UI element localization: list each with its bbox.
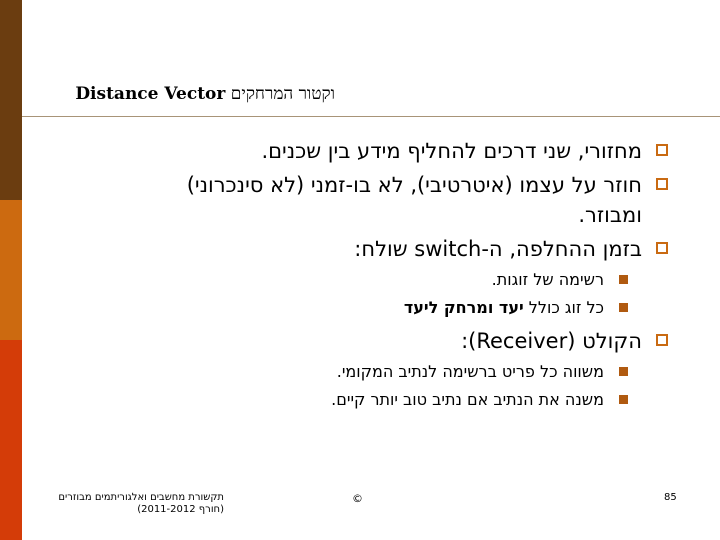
distance-term: מרחק ליעד (403, 298, 488, 317)
footer-course-name: תקשורת מחשבים ואלגוריתמים מבוזרים (58, 492, 224, 503)
decor-bar-red (0, 340, 22, 540)
bullet-switch-sends (28, 234, 668, 264)
square-bullet-icon (656, 242, 668, 254)
filled-square-bullet-icon (619, 303, 628, 312)
title-divider (22, 116, 720, 117)
slide-title-english: Distance Vector (75, 84, 226, 104)
footer-page-number: 85 (664, 492, 677, 503)
bullet-iterative (28, 170, 668, 200)
footer-course-info (44, 492, 224, 516)
receiver-term: (Receiver) (468, 329, 576, 353)
sub-bullet-text: משנה את הנתיב אם נתיב טוב יותר קיים. (331, 390, 604, 409)
sub-bullet-update (28, 386, 628, 414)
sub-bullet-pair-contents (28, 294, 628, 322)
square-bullet-icon (656, 178, 668, 190)
bullet-text-pre: בזמן ההחלפה, ה- (481, 237, 642, 261)
decor-bar-brown (0, 0, 22, 200)
bullet-text-post: : (461, 329, 469, 353)
sub-bullet-pairs-list (28, 266, 628, 294)
slide-title-hebrew: וקטור המרחקים (230, 84, 335, 104)
decor-bar-orange (0, 200, 22, 340)
slide-content (28, 136, 668, 414)
sub-bullet-compare (28, 358, 628, 386)
sub-bullet-text-pre: כל זוג כולל (523, 298, 604, 317)
filled-square-bullet-icon (619, 395, 628, 404)
slide-title (75, 84, 335, 104)
conjunction-text: ו (487, 298, 499, 317)
sub-bullet-text: רשימה של זוגות. (491, 270, 604, 289)
sub-bullet-text: משווה כל פריט ברשימה לנתיב המקומי. (336, 362, 604, 381)
bullet-receiver (28, 326, 668, 356)
switch-term: switch (414, 237, 482, 261)
filled-square-bullet-icon (619, 275, 628, 284)
destination-term: יעד (498, 298, 524, 317)
footer-copyright: © (352, 492, 363, 505)
bullet-text: ומבוזר. (578, 203, 642, 227)
square-bullet-icon (656, 334, 668, 346)
bullet-periodic (28, 136, 668, 166)
bullet-iterative-continued (28, 200, 668, 230)
bullet-text-pre: הקולט (575, 329, 642, 353)
bullet-text: חוזר על עצמו (איטרטיבי), לא בו-זמני (לא סינכרוני) (186, 173, 642, 197)
bullet-text: מחזורי, שני דרכים להחליף מידע בין שכנים. (261, 139, 642, 163)
square-bullet-icon (656, 144, 668, 156)
bullet-text-post: שולח: (354, 237, 415, 261)
filled-square-bullet-icon (619, 367, 628, 376)
footer-semester: (חורף 2011-2012) (137, 504, 224, 515)
